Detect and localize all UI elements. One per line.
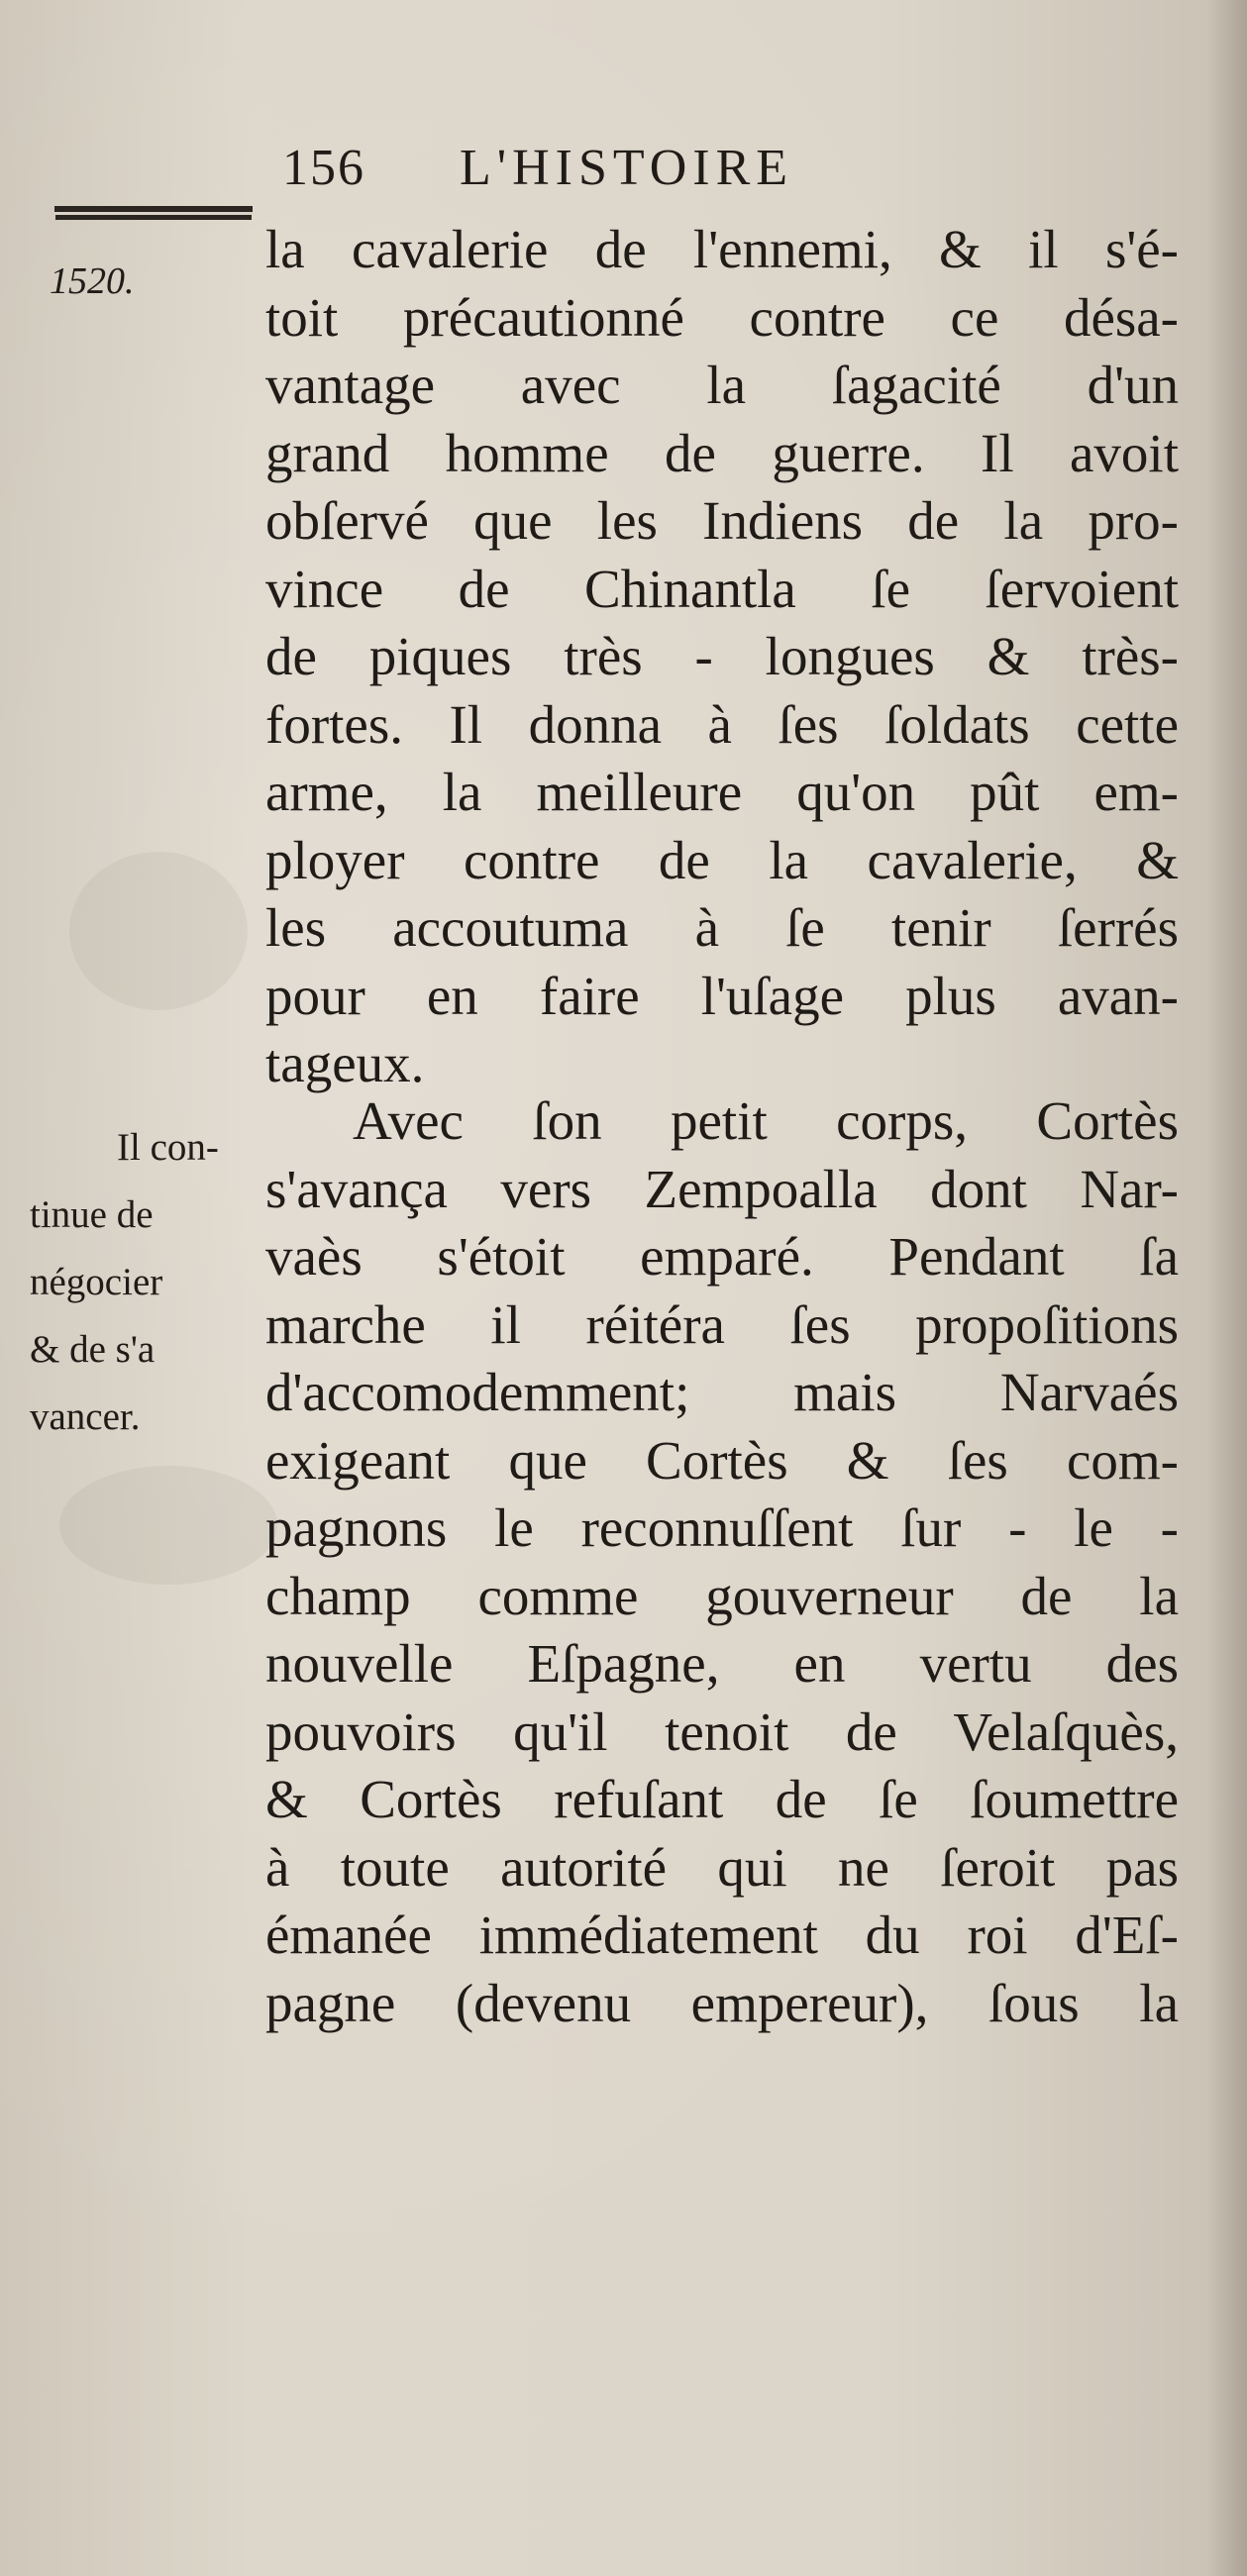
paper-stain	[69, 852, 248, 1010]
header-rule	[54, 206, 253, 215]
margin-note-line: & de s'a	[30, 1328, 156, 1371]
margin-note-line: tinue de	[30, 1193, 154, 1236]
text-line: émanée immédiatement du roi d'Eſ-	[265, 1905, 1179, 1965]
text-line: ployer contre de la cavalerie, &	[265, 829, 1179, 890]
margin-note-line: négocier	[30, 1261, 163, 1303]
page-number: 156	[282, 140, 365, 196]
paragraph-2	[265, 1087, 1179, 2037]
text-line: pagnons le reconnuſſent ſur - le -	[265, 1497, 1179, 1558]
text-line: & Cortès refuſant de ſe ſoumettre	[265, 1769, 1179, 1829]
text-line: à toute autorité qui ne ſeroit pas	[265, 1836, 1179, 1898]
paragraph-1	[265, 216, 1179, 1098]
text-line: d'accomodemment; mais Narvaés	[265, 1362, 1179, 1422]
page-header	[282, 139, 793, 197]
text-line: marche il réitéra ſes propoſitions	[265, 1293, 1179, 1355]
text-line: exigeant que Cortès & ſes com-	[265, 1429, 1179, 1491]
text-line: pour en faire l'uſage plus avan-	[265, 965, 1179, 1026]
text-line: grand homme de guerre. Il avoit	[265, 422, 1179, 483]
text-line: les accoutuma à ſe tenir ſerrés	[265, 897, 1179, 958]
text-line: fortes. Il donna à ſes ſoldats cette	[265, 693, 1179, 755]
text-line: la cavalerie de l'ennemi, & il s'é-	[265, 219, 1179, 279]
text-line: de piques très - longues & très-	[265, 626, 1179, 686]
text-line: tageux.	[265, 1033, 425, 1093]
text-line: obſervé que les Indiens de la pro-	[265, 490, 1179, 551]
text-line: toit précautionné contre ce désa-	[265, 286, 1179, 348]
text-line: nouvelle Eſpagne, en vertu des	[265, 1633, 1179, 1694]
margin-year: 1520.	[50, 260, 135, 302]
text-line: pouvoirs qu'il tenoit de Velaſquès,	[265, 1700, 1179, 1762]
text-line: vantage avec la ſagacité d'un	[265, 355, 1179, 415]
text-line: Avec ſon petit corps, Cortès	[353, 1090, 1179, 1151]
paper-stain	[59, 1466, 277, 1585]
text-line: vince de Chinantla ſe ſervoient	[265, 558, 1179, 619]
margin-note-line: Il con-	[117, 1126, 219, 1169]
text-line: arme, la meilleure qu'on pût em-	[265, 762, 1179, 822]
text-line: pagne (devenu empereur), ſous la	[265, 1972, 1179, 2033]
text-line: champ comme gouverneur de la	[265, 1565, 1179, 1626]
margin-note-line: vancer.	[30, 1395, 141, 1438]
text-line: vaès s'étoit emparé. Pendant ſa	[265, 1226, 1179, 1287]
running-title: L'HISTOIRE	[460, 140, 794, 196]
spine-shadow	[1207, 0, 1247, 2576]
text-line: s'avança vers Zempoalla dont Nar-	[265, 1158, 1179, 1219]
margin-note	[30, 1114, 267, 1451]
